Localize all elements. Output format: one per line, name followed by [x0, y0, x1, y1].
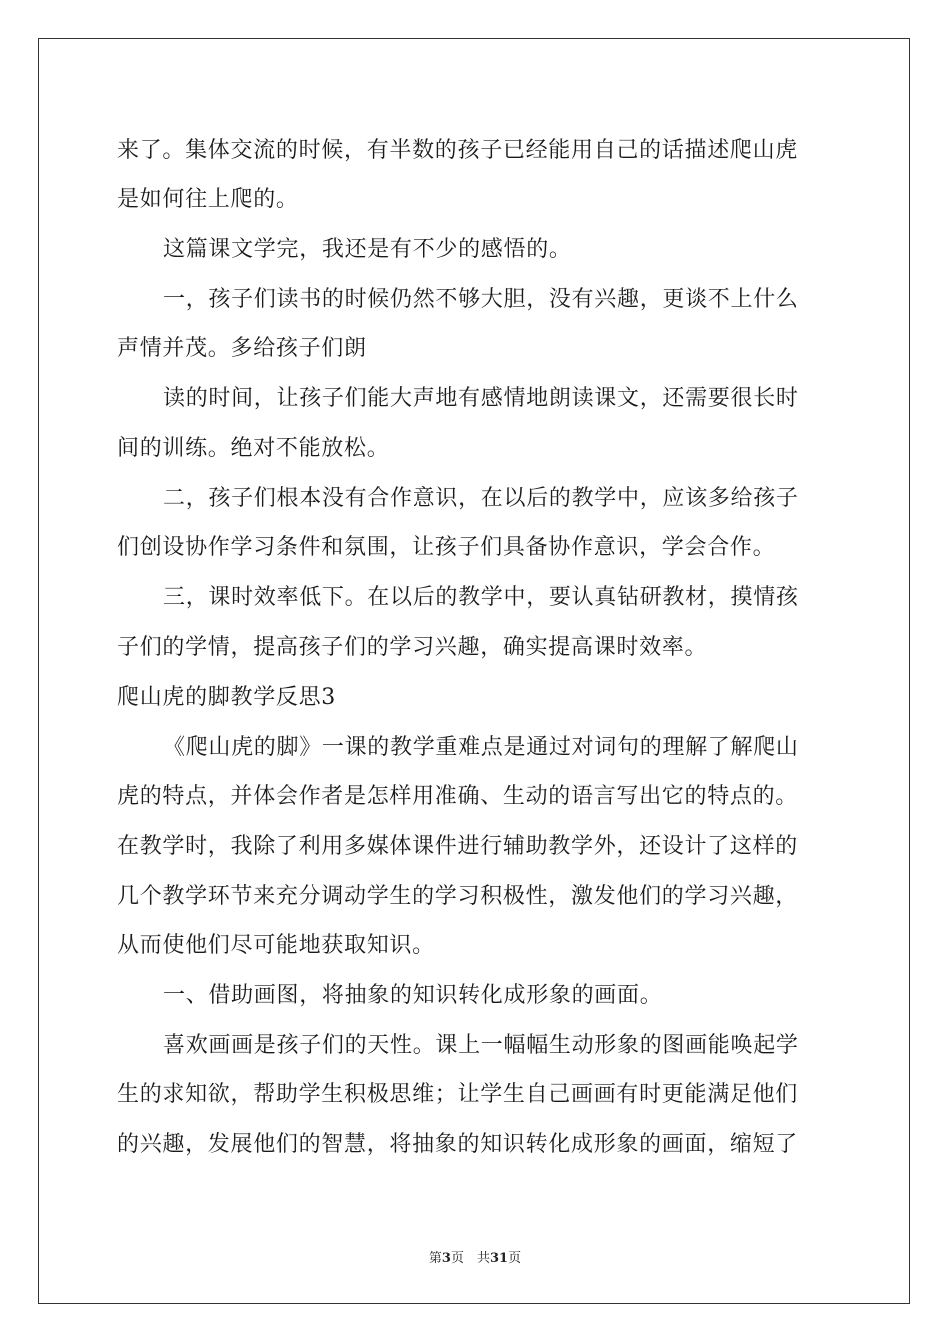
text-line: 的兴趣，发展他们的智慧，将抽象的知识转化成形象的画面，缩短了 — [117, 1132, 799, 1157]
text-line: 三，课时效率低下。在以后的教学中，要认真钻研教材，摸情孩 — [163, 585, 799, 610]
current-page-number: 3 — [441, 1251, 451, 1266]
text-line: 几个教学环节来充分调动学生的学习积极性，激发他们的学习兴趣， — [117, 884, 799, 909]
text-line: 从而使他们尽可能地获取知识。 — [117, 933, 435, 958]
text-line: 在教学时，我除了利用多媒体课件进行辅助教学外，还设计了这样的 — [117, 834, 799, 859]
total-page-count: 31 — [489, 1251, 509, 1266]
text-line: 们创设协作学习条件和氛围，让孩子们具备协作意识，学会合作。 — [117, 535, 776, 560]
text-line: 生的求知欲，帮助学生积极思维；让学生自己画画有时更能满足他们 — [117, 1082, 799, 1107]
text-line: 子们的学情，提高孩子们的学习兴趣，确实提高课时效率。 — [117, 635, 708, 660]
text-line: 一、借助画图，将抽象的知识转化成形象的画面。 — [163, 983, 663, 1008]
text-line: 喜欢画画是孩子们的天性。课上一幅幅生动形象的图画能唤起学 — [163, 1033, 799, 1058]
text-line: 声情并茂。多给孩子们朗 — [117, 336, 367, 361]
text-line: 虎的特点，并体会作者是怎样用准确、生动的语言写出它的特点的。 — [117, 784, 799, 809]
text-line: 来了。集体交流的时候，有半数的孩子已经能用自己的话描述爬山虎 — [117, 138, 799, 163]
section-heading: 爬山虎的脚教学反思3 — [117, 685, 336, 710]
text-line: 间的训练。绝对不能放松。 — [117, 436, 390, 461]
text-line: 一，孩子们读书的时候仍然不够大胆，没有兴趣，更谈不上什么 — [163, 287, 799, 312]
text-line: 读的时间，让孩子们能大声地有感情地朗读课文，还需要很长时 — [163, 386, 799, 411]
page-border — [38, 38, 910, 1304]
footer-mid: 页 共 — [450, 1251, 490, 1266]
text-line: 《爬山虎的脚》一课的教学重难点是通过对词句的理解了解爬山 — [163, 735, 799, 760]
footer-suffix: 页 — [508, 1251, 522, 1266]
text-line: 二，孩子们根本没有合作意识，在以后的教学中，应该多给孩子 — [163, 486, 799, 511]
text-line: 这篇课文学完，我还是有不少的感悟的。 — [163, 237, 572, 262]
page-footer — [0, 1247, 950, 1266]
footer-prefix: 第 — [428, 1251, 442, 1266]
text-line: 是如何往上爬的。 — [117, 187, 299, 212]
